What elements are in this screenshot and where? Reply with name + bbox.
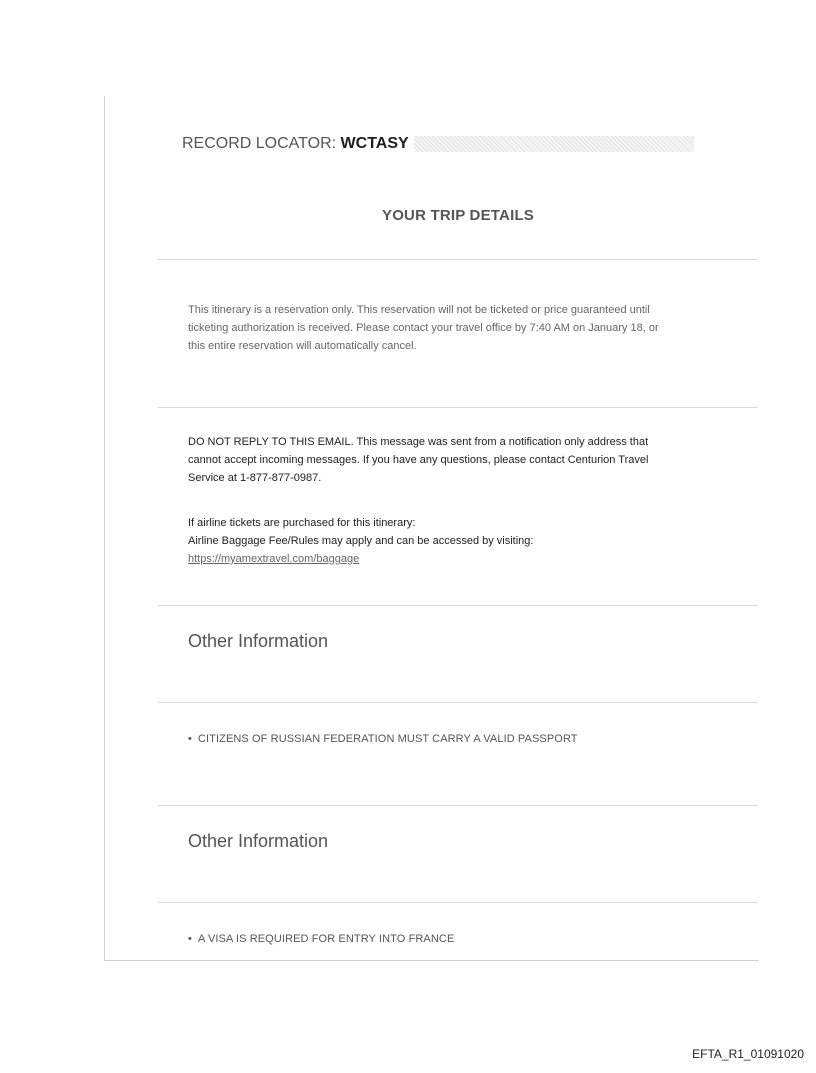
reservation-notice-line: ticketing authorization is received. Please contact your travel office by 7:40 AM on January 18, or — [188, 322, 659, 334]
record-locator-value: WCTASY — [340, 135, 409, 152]
do-not-reply-line: Service at 1-877-877-0987. — [188, 472, 322, 484]
bullet-icon: • — [188, 733, 192, 745]
divider — [158, 902, 758, 903]
frame-bottom-border — [104, 960, 759, 961]
bullet-icon: • — [188, 933, 192, 945]
frame-left-border — [104, 96, 105, 961]
divider — [158, 605, 758, 606]
record-locator-label: RECORD LOCATOR: — [182, 135, 341, 152]
trip-details-title: YOUR TRIP DETAILS — [381, 207, 535, 224]
baggage-info — [188, 514, 733, 568]
visa-requirement: A VISA IS REQUIRED FOR ENTRY INTO FRANCE — [197, 933, 455, 945]
record-locator — [182, 134, 694, 154]
divider — [158, 407, 758, 408]
baggage-info-line: If airline tickets are purchased for this itinerary: — [188, 517, 416, 529]
do-not-reply-notice — [188, 433, 733, 487]
list-item — [188, 733, 578, 745]
divider — [158, 805, 758, 806]
redaction-hatch — [414, 136, 694, 152]
passport-requirement: CITIZENS OF RUSSIAN FEDERATION MUST CARRY A VALID PASSPORT — [197, 733, 578, 745]
divider — [158, 702, 758, 703]
divider — [158, 259, 758, 260]
baggage-info-line: Airline Baggage Fee/Rules may apply and can be accessed by visiting: — [188, 535, 534, 547]
list-item — [188, 933, 454, 945]
reservation-notice-line: this entire reservation will automatically cancel. — [188, 340, 417, 352]
other-information-heading: Other Information — [188, 631, 329, 651]
reservation-notice — [188, 301, 733, 355]
document-id: EFTA_R1_01091020 — [692, 1047, 804, 1061]
other-information-heading: Other Information — [188, 831, 329, 851]
reservation-notice-line: This itinerary is a reservation only. This reservation will not be ticketed or price guaranteed until — [188, 304, 650, 316]
do-not-reply-line: DO NOT REPLY TO THIS EMAIL. This message was sent from a notification only address that — [188, 436, 649, 448]
do-not-reply-line: cannot accept incoming messages. If you have any questions, please contact Centurion Travel — [188, 454, 649, 466]
baggage-link[interactable]: https://myamextravel.com/baggage — [188, 553, 360, 565]
